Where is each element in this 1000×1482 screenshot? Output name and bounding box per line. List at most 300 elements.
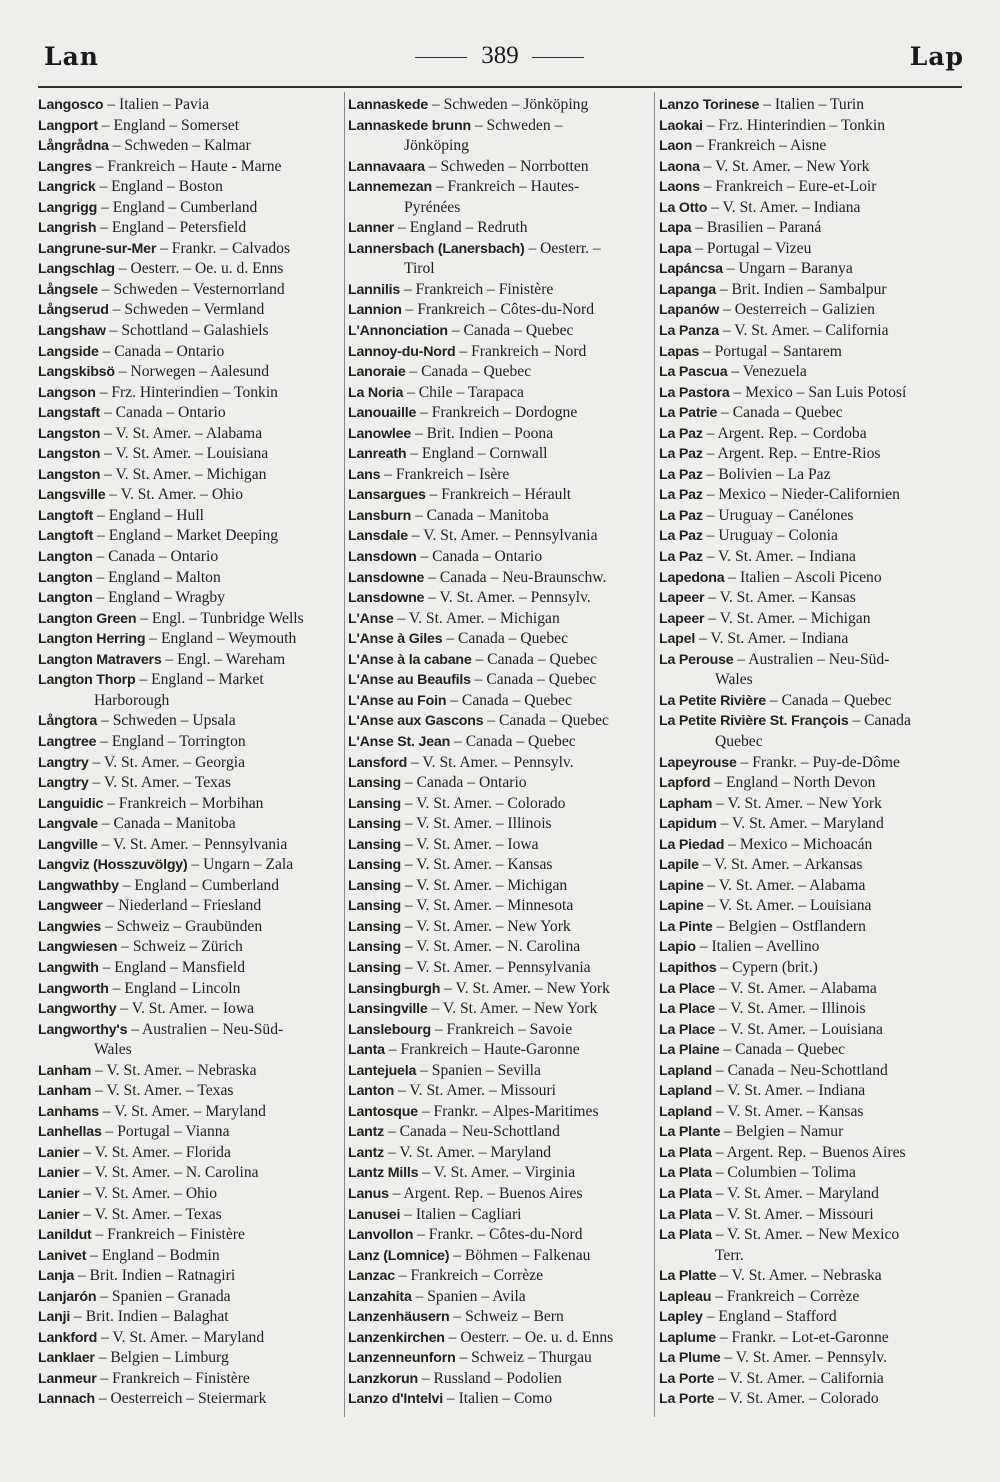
entry-location: – Canada – Quebec [471,650,598,668]
entry-headword: Langside [38,343,99,360]
gazetteer-entry [38,403,343,424]
gazetteer-entry [659,526,964,547]
gazetteer-entry [38,485,343,506]
gazetteer-entry [659,753,964,774]
entry-location: – England – Cornwall [406,445,548,463]
gazetteer-entry [348,1266,653,1287]
entry-headword: Lansing [348,795,401,812]
entry-location: – Frankreich – Finistère [96,1369,250,1387]
left-guide-word: Lan [44,42,99,71]
entry-location: – Portugal – Vizeu [691,239,812,257]
entry-headword: Lapland [659,1103,712,1120]
gazetteer-entry [348,732,653,753]
entry-headword: Lantz [348,1124,385,1141]
entry-headword: Lansdowne [348,590,425,607]
entry-location: – Frankreich – Haute - Marne [91,157,282,175]
entry-headword: Langstaft [38,405,101,422]
entry-location: – V. St. Amer. – Indiana [702,548,856,566]
entry-headword: Lapa [659,220,692,237]
entry-location: – Frankreich – Morbihan [103,794,264,812]
gazetteer-entry [348,917,653,938]
gazetteer-entry [38,1184,343,1205]
entry-location: – Belgien – Ostflandern [712,917,866,935]
entry-continuation [659,1246,964,1267]
entry-headword: Lapford [659,775,711,792]
entry-headword: La Perouse [659,651,734,668]
gazetteer-entry [348,383,653,404]
gazetteer-entry [659,1389,964,1410]
gazetteer-entry [659,1369,964,1390]
gazetteer-entry [659,136,964,157]
entry-headword: Langwith [38,959,99,976]
entry-location: – V. St. Amer. – Illinois [401,815,552,833]
entry-headword: Lansdowne [348,569,425,586]
header-rule [38,86,962,88]
gazetteer-entry [348,1369,653,1390]
entry-headword: Lapithos [659,959,717,976]
entry-location: – Schweden – [470,116,563,134]
entry-headword: La Plaine [659,1042,720,1059]
entry-location: – V. St. Amer. – Michigan [704,609,871,627]
entry-location: – V. St. Amer. – Nebraska [716,1267,882,1285]
entry-location: – Oesterr. – Oe. u. d. Enns [114,260,284,278]
entry-location: – V. St. Amer. – Pennsylv. [720,1349,887,1367]
entry-headword: Lapanów [659,302,720,319]
gazetteer-entry [348,321,653,342]
gazetteer-entry [659,259,964,280]
entry-headword: Lapa [659,240,692,257]
gazetteer-entry [659,1184,964,1205]
header-dash-right [532,57,584,58]
entry-headword: Lannoy-du-Nord [348,343,456,360]
entry-headword: La Plata [659,1185,712,1202]
entry-continuation [348,259,653,280]
gazetteer-entry [348,1122,653,1143]
gazetteer-entry [659,1307,964,1328]
entry-headword: Langtoft [38,528,94,545]
entry-location: – V. St. Amer. – Pennsylvania [97,835,288,853]
entry-headword: Lanusei [348,1206,401,1223]
gazetteer-entry [38,1246,343,1267]
entry-location: – V. St. Amer. – California [718,322,889,340]
entry-location: – V. St. Amer. – Alabama [714,979,877,997]
entry-location: – Mexico – Nieder-Californien [702,486,900,504]
entry-location: – V. St. Amer. – New York [712,794,882,812]
entry-location: – Frankreich – Corrèze [394,1267,543,1285]
entry-headword: Lantz [348,1144,385,1161]
entry-location: – Canada – Ontario [98,342,225,360]
entry-headword: La Paz [659,466,703,483]
entry-location: – Italien – Pavia [103,96,210,113]
entry-headword: La Otto [659,199,708,216]
entry-location: – Frankreich – Isère [380,465,510,483]
gazetteer-entry [659,362,964,383]
entry-headword: Lannilis [348,281,401,298]
entry-location: – Canada – Quebec [447,322,574,340]
entry-location: – Frankreich – Finistère [400,280,554,298]
gazetteer-entry [348,218,653,239]
entry-headword: Lannach [38,1391,95,1408]
entry-location: – England – Weymouth [145,630,297,648]
entry-location: – Canada – Quebec [446,691,572,709]
entry-location: – Mexico – San Luis Potosí [729,383,907,401]
entry-location: – V. St. Amer. – Maryland [716,815,884,833]
entry-location: – Venezuela [727,363,807,381]
entry-location: – Canada – Quebec [719,1041,846,1059]
entry-location: – V. St. Amer. – Kansas [401,856,553,874]
entry-location: – Italien – Avellino [695,938,820,956]
entry-location: – England – Cumberland [97,198,258,216]
entry-headword: L'Anse au Foin [348,692,447,709]
entry-location: – V. St. Amer. – Illinois [714,1000,866,1018]
entry-headword: Lanta [348,1042,385,1059]
entry-headword: Langworthy [38,1001,117,1018]
entry-location: – England – Mansfield [98,958,246,976]
entry-headword: L'Anse aux Gascons [348,713,484,730]
gazetteer-entry [38,711,343,732]
gazetteer-entry [38,588,343,609]
entry-location: – Frankr. – Alpes-Maritimes [417,1102,599,1120]
entry-headword: Laon [659,138,693,155]
entry-location: – Schweiz – Graubünden [101,917,263,935]
gazetteer-entry [38,876,343,897]
entry-location: – V. St. Amer. – Louisiana [100,445,269,463]
entry-location: – Canada – Manitoba [411,506,549,524]
entry-headword: Lanz (Lomnice) [348,1247,450,1264]
gazetteer-entry [659,1205,964,1226]
gazetteer-entry [659,1020,964,1041]
entry-headword: La Place [659,980,715,997]
gazetteer-entry [659,321,964,342]
entry-location: – V. St. Amer. – Ohio [105,486,244,504]
entry-headword: Lanhams [38,1103,99,1120]
gazetteer-entry [659,629,964,650]
entry-location: – Italien – Turin [759,96,865,113]
entry-location: – Canada – Ontario [401,774,527,792]
entry-location: – Italien – Cagliari [400,1205,522,1223]
entry-headword: Langson [38,384,96,401]
entry-location: – Canada – Quebec [405,363,532,381]
entry-headword: Langton [38,549,93,566]
entry-location: – Oesterr. – Oe. u. d. Enns [444,1328,614,1346]
entry-headword: Langworthy's [38,1021,128,1038]
gazetteer-entry [348,157,653,178]
entry-headword: Lanzac [348,1268,395,1285]
entry-headword: La Paz [659,446,703,463]
gazetteer-entry [659,876,964,897]
entry-location: Pyrénées [404,198,461,216]
entry-location: – Portugal – Vianna [101,1123,230,1141]
gazetteer-entry [38,1163,343,1184]
entry-location: – Schweden – Vermland [108,301,265,319]
gazetteer-entry [659,1143,964,1164]
entry-location: – Mexico – Michoacán [724,835,873,853]
entry-headword: Lansing [348,836,401,853]
gazetteer-entry [38,383,343,404]
entry-location: – Columbien – Tolima [711,1164,856,1182]
entry-headword: Lapanga [659,281,716,298]
gazetteer-entry [659,218,964,239]
entry-headword: Langrigg [38,199,98,216]
entry-headword: La Plata [659,1206,712,1223]
entry-location: – V. St. Amer. – Indiana [695,630,849,648]
entry-headword: La Paz [659,549,703,566]
gazetteer-entry [348,403,653,424]
entry-headword: Lanzenhäusern [348,1309,450,1326]
gazetteer-entry [659,1081,964,1102]
gazetteer-entry [659,95,964,116]
entry-headword: Lannaskede [348,97,429,113]
entry-location: – Cypern (brit.) [716,958,818,976]
entry-headword: Lansing [348,857,401,874]
gazetteer-entry [659,979,964,1000]
entry-location: – V. St. Amer. – Alabama [100,424,263,442]
gazetteer-entry [659,588,964,609]
gazetteer-entry [348,239,653,260]
entry-headword: Langsville [38,487,106,504]
entry-location: – V. St. Amer. – Pennsylvania [401,958,591,976]
entry-headword: La Noria [348,384,404,401]
entry-headword: La Plata [659,1144,712,1161]
gazetteer-entry [659,609,964,630]
gazetteer-entry [38,280,343,301]
gazetteer-entry [348,691,653,712]
entry-location: – V. St. Amer. – New York [699,157,870,175]
entry-headword: Lansburn [348,507,412,524]
entry-headword: Langston [38,466,101,483]
entry-headword: Långrådna [38,138,109,155]
gazetteer-entry [348,1143,653,1164]
entry-location: – V. St. Amer. – Colorado [401,794,566,812]
gazetteer-entry [659,424,964,445]
gazetteer-entry [659,568,964,589]
gazetteer-entry [348,1287,653,1308]
entry-location: – Australien – Neu-Süd- [127,1020,284,1038]
entry-location: – Engl. – Tunbridge Wells [136,609,304,627]
entry-location: – Canada – Quebec [442,630,568,648]
entry-headword: L'Anse [348,610,394,627]
entry-location: – V. St. Amer. – Maryland [97,1328,265,1346]
entry-location: Jönköping [404,137,469,155]
gazetteer-entry [38,321,343,342]
entry-headword: La Plata [659,1165,712,1182]
gazetteer-entry [659,937,964,958]
gazetteer-entry [38,424,343,445]
entry-headword: Lapine [659,898,704,915]
entry-location: – England – Torrington [96,732,246,750]
entry-location: – V. St. Amer. – Alabama [703,876,866,894]
gazetteer-entry [348,1225,653,1246]
gazetteer-entry [38,239,343,260]
entry-headword: Langrish [38,220,97,237]
entry-location: – England – Bodmin [86,1246,220,1264]
gazetteer-entry [38,1102,343,1123]
gazetteer-entry [348,1389,653,1410]
gazetteer-entry [348,1205,653,1226]
gazetteer-entry [348,670,653,691]
gazetteer-entry [38,444,343,465]
entry-headword: La Piedad [659,836,725,853]
gazetteer-entry [348,896,653,917]
gazetteer-entry [38,547,343,568]
entry-location: – Canada – Manitoba [97,815,236,833]
entry-headword: La Plume [659,1350,721,1367]
entry-location: – Frankreich – Hérault [425,486,572,504]
gazetteer-entry [38,1328,343,1349]
entry-location: – V. St. Amer. – California [714,1369,884,1387]
entry-location: – Uruguay – Canélones [702,506,854,524]
entry-headword: Lansargues [348,487,426,504]
gazetteer-entry [38,1348,343,1369]
gazetteer-entry [348,465,653,486]
entry-location: – V. St. Amer. – New York [427,1000,598,1018]
entry-location: – V. St. Amer. – New York [401,917,571,935]
entry-headword: Lanzo d'Intelvi [348,1391,443,1408]
entry-location: – Argent. Rep. – Buenos Aires [711,1143,906,1161]
entry-location: – Canada – Quebec [483,712,609,730]
entry-continuation [348,136,653,157]
gazetteer-entry [348,855,653,876]
gazetteer-entry [38,609,343,630]
entry-location: – Canada – Quebec [470,671,597,689]
entry-location: – V. St. Amer. – Texas [79,1205,222,1223]
entry-location: – V. St. Amer. – Florida [79,1143,231,1161]
gazetteer-entry [659,794,964,815]
gazetteer-entry [348,1163,653,1184]
entry-location: – Chile – Tarapaca [403,383,524,401]
entry-location: – Argent. Rep. – Cordoba [702,424,867,442]
entry-location: – England – Stafford [702,1308,837,1326]
entry-location: – Canada – Neu-Braunschw. [424,568,607,586]
entry-headword: Langton Thorp [38,672,136,689]
entry-location: – Canada – Quebec [766,691,892,709]
entry-location: – Spanien – Avila [411,1287,526,1305]
entry-location: – Italien – Como [442,1390,553,1408]
entry-headword: L'Anse au Beaufils [348,672,471,689]
gazetteer-entry [348,300,653,321]
entry-location: – Schweden – Jönköping [428,96,589,113]
entry-headword: Långsele [38,281,98,298]
entry-location: – England – Petersfield [96,219,247,237]
entry-location: – V. St. Amer. – Pennsylv. [424,589,591,607]
gazetteer-entry [348,1328,653,1349]
gazetteer-entry [659,157,964,178]
entry-location: – England – Lincoln [108,979,241,997]
gazetteer-entry [348,609,653,630]
gazetteer-entry [348,937,653,958]
gazetteer-entry [38,362,343,383]
entry-location: – V. St. Amer. – Maryland [711,1184,879,1202]
entry-continuation [659,732,964,753]
column-3 [659,95,964,1410]
entry-location: – Frankreich – Eure-et-Loir [699,178,877,196]
gazetteer-entry [659,958,964,979]
gazetteer-entry [659,896,964,917]
entry-location: – Belgien – Namur [720,1123,844,1141]
entry-location: – Frankreich – Côtes-du-Nord [401,301,595,319]
entry-headword: Lanier [38,1144,80,1161]
entry-location: – Bolivien – La Paz [702,465,831,483]
gazetteer-entry [659,485,964,506]
gazetteer-entry [659,1266,964,1287]
entry-headword: Lanmeur [38,1370,97,1387]
gazetteer-entry [659,1348,964,1369]
entry-location: – Frankr. – Lot-et-Garonne [715,1328,889,1346]
entry-headword: La Place [659,1001,715,1018]
entry-headword: Lantejuela [348,1062,417,1079]
entry-headword: Langston [38,446,101,463]
entry-location: – Frankr. – Puy-de-Dôme [736,753,900,771]
gazetteer-entry [348,1246,653,1267]
entry-headword: Lanzenkirchen [348,1329,445,1346]
entry-headword: Langport [38,117,98,134]
gazetteer-entry [659,1122,964,1143]
gazetteer-entry [38,116,343,137]
entry-headword: Lansing [348,816,401,833]
entry-location: – V. St. Amer. – Missouri [711,1205,874,1223]
entry-location: – Frz. Hinterindien – Tonkin [95,383,278,401]
gazetteer-entry [38,1143,343,1164]
gazetteer-entry [348,1184,653,1205]
entry-location: – England – Boston [95,178,223,196]
entry-location: – Schweiz – Thurgau [455,1349,592,1367]
entry-location: – V. St. Amer. – Kansas [712,1102,864,1120]
gazetteer-entry [38,855,343,876]
entry-headword: Lanoraie [348,364,406,381]
entry-headword: Lanouaille [348,405,417,422]
entry-headword: Langwiesen [38,939,118,956]
entry-headword: Lansford [348,754,408,771]
entry-location: – Schweiz – Bern [449,1308,564,1326]
entry-location: – Brasilien – Paraná [691,219,822,237]
entry-location: Wales [94,1041,132,1059]
entry-headword: La Paz [659,528,703,545]
entry-headword: Langrune-sur-Mer [38,240,157,257]
entry-headword: La Pastora [659,384,730,401]
entry-location: – Frankreich – Haute-Garonne [384,1041,580,1059]
gazetteer-entry [348,835,653,856]
entry-location: – England – Market [135,671,264,689]
gazetteer-entry [348,177,653,198]
entry-headword: Lapley [659,1309,703,1326]
gazetteer-entry [659,814,964,835]
entry-headword: Langville [38,836,98,853]
gazetteer-entry [38,937,343,958]
gazetteer-entry [38,1020,343,1041]
entry-headword: Lansingburgh [348,980,441,997]
entry-location: – V. St. Amer. – Indiana [712,1082,866,1100]
entry-location: Tirol [404,260,435,278]
gazetteer-entry [348,650,653,671]
entry-headword: Langviz (Hosszuvölgy) [38,857,188,874]
entry-headword: La Pinte [659,918,713,935]
entry-location: – Canada – Ontario [92,548,219,566]
entry-headword: Languidic [38,795,104,812]
entry-location: – Ungarn – Zala [187,856,294,874]
entry-location: Terr. [715,1246,744,1264]
gazetteer-entry [659,691,964,712]
entry-headword: Langton Green [38,610,137,627]
entry-continuation [659,670,964,691]
entry-headword: La Patrie [659,405,718,422]
entry-location: – Engl. – Wareham [161,650,286,668]
entry-headword: Lanham [38,1083,92,1100]
gazetteer-entry [348,568,653,589]
gazetteer-entry [38,979,343,1000]
entry-headword: Langton Herring [38,631,146,648]
entry-location: – V. St. Amer. – Louisiana [703,897,872,915]
entry-headword: Lanzahita [348,1288,412,1305]
